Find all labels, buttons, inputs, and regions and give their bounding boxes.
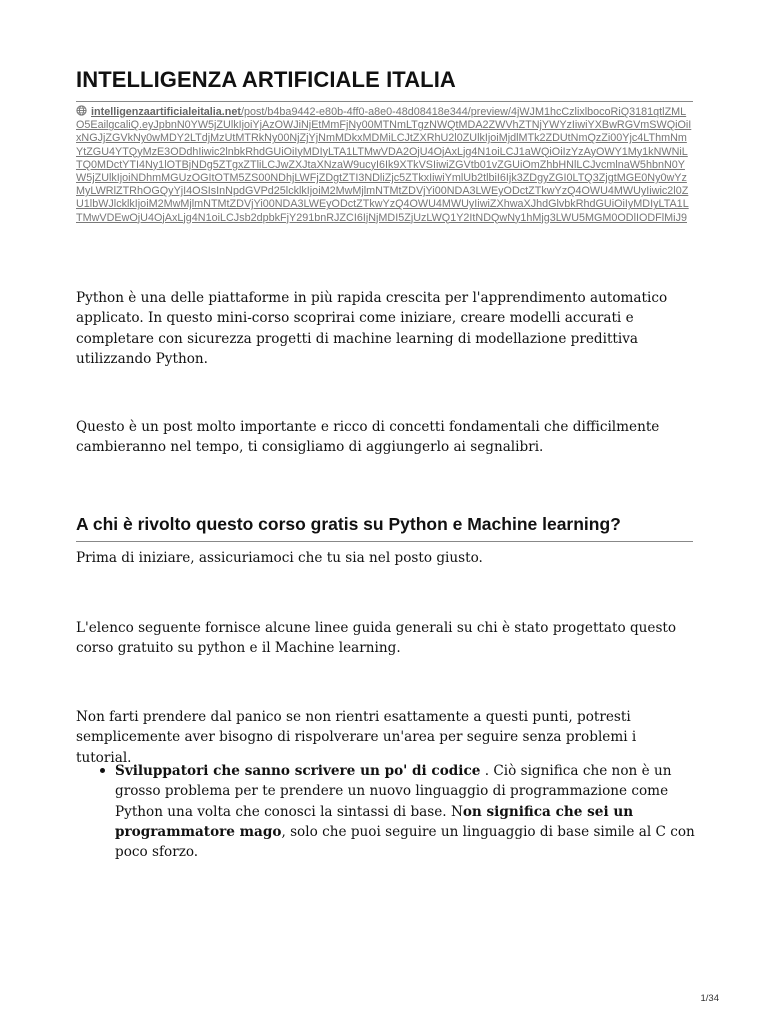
source-path[interactable]: /post/b4ba9442-e80b-4ff0-a8e0-48d08418e344/preview/4jWJM1hcCzlixlbocoRiQ3181qtlZMLO5EailgcaliQ.eyJpbnN0YW5jZUlkIjoiYjAzOWJiNjEtMmFjNy00MTNmLTgzNWQtMDA2ZWVhZTNjYWYzIiwiYXBwRGVmSWQiOiIxNGJjZGVkNy0wMDY2LTdjMzUtMTRkNy00NjZjYjNmMDkxMDMiLCJtZXRhU2l0ZUlkIjoiMjdlMTk2ZDUtNmQzZi00Yjc4LThmNmYtZGU4YTQyMzE3ODdhIiwic2lnbkRhdGUiOiIyMDIyLTA1LTMwVDA2OjU4OjAxLjg4N1oiLCJ1aWQiOiIzYzAyOWY1My1kNWNiLTQ0MDctYTI4Ny1lOTBjNDg5ZTgxZTliLCJwZXJtaXNzaW9ucyI6Ik9XTkVSIiwiZGVtb01vZGUiOmZhbHNlLCJvcmlnaW5hbnN0YW5jZUlkIjoiNDhmMGUzOGItOTM5ZS00NDhjLWFjZDgtZTI3NDliZjc5ZTkxIiwiYmlUb2tlbiI6Ijk3ZDgyZGI0LTQ3ZjgtMGE0Ny0wYzMyLWRlZTRhOGQyYjI4OSIsInNpdGVPd25lcklkIjoiM2MwMjlmNTMtZDVjYi00NDA3LWEyODctZTkwYzQ4OWU4MWUyIiwic2l0ZU1lbWJlcklkIjoiM2MwMjlmNTMtZDVjYi00NDA3LWEyODctZTkwYzQ4OWU4MWUyIiwiZXhwaXJhdGlvbkRhdGUiOiIyMDIyLTA1LTMwVDEwOjU4OjAxLjg4N1oiLCJsb2dpbkFjY291bnRJZCI6IjNjMDI5ZjUzLWQ1Y2ItNDQwNy1hMjg3LWU5MGM0ODlIODFlMiJ9 <box>76 106 692 224</box>
page-title: INTELLIGENZA ARTIFICIALE ITALIA <box>76 66 693 102</box>
section-intro: Prima di iniziare, assicuriamoci che tu sia nel posto giusto. <box>76 550 483 566</box>
globe-link-icon <box>76 105 87 116</box>
intro-paragraph: Python è una delle piattaforme in più rapida crescita per l'apprendimento automatico applicato. In questo mini-corso scoprirai come iniziare, creare modelli accurati e completare con sicurezza progetti di machine learning di modellazione predittiva utilizzando Python. <box>76 290 668 367</box>
section-heading: A chi è rivolto questo corso gratis su Python e Machine learning? <box>76 512 693 542</box>
list-item <box>76 761 696 862</box>
list-item-bold-mid: on significa che sei un programmatore mago <box>115 803 634 840</box>
source-link[interactable] <box>76 105 693 225</box>
list-item-text-end: , solo che puoi seguire un linguaggio di base simile al C con poco sforzo. <box>115 823 695 861</box>
page-number: 1/34 <box>700 993 719 1004</box>
audience-list <box>76 761 696 862</box>
source-domain[interactable]: intelligenzaartificialeitalia.net <box>91 106 242 118</box>
list-item-text: . Ciò significa che non è un grosso problema per te prendere un nuovo linguaggio di programmazione come Python una volta che conosci la sintassi di base. N <box>115 763 672 820</box>
guidelines-paragraph: L'elenco seguente fornisce alcune linee guida generali su chi è stato progettato questo corso gratuito su python e il Machine learning. <box>76 620 677 657</box>
list-item-bold-lead: Sviluppatori che sanno scrivere un po' di codice <box>115 763 481 779</box>
important-paragraph: Questo è un post molto importante e ricco di concetti fondamentali che difficilmente cambieranno nel tempo, ti consigliamo di aggiungerlo ai segnalibri. <box>76 419 660 456</box>
bullet-icon <box>100 768 105 773</box>
panic-paragraph: Non farti prendere dal panico se non rientri esattamente a questi punti, potresti semplicemente aver bisogno di rispolverare un'area per seguire senza problemi i tutorial. <box>76 709 637 766</box>
